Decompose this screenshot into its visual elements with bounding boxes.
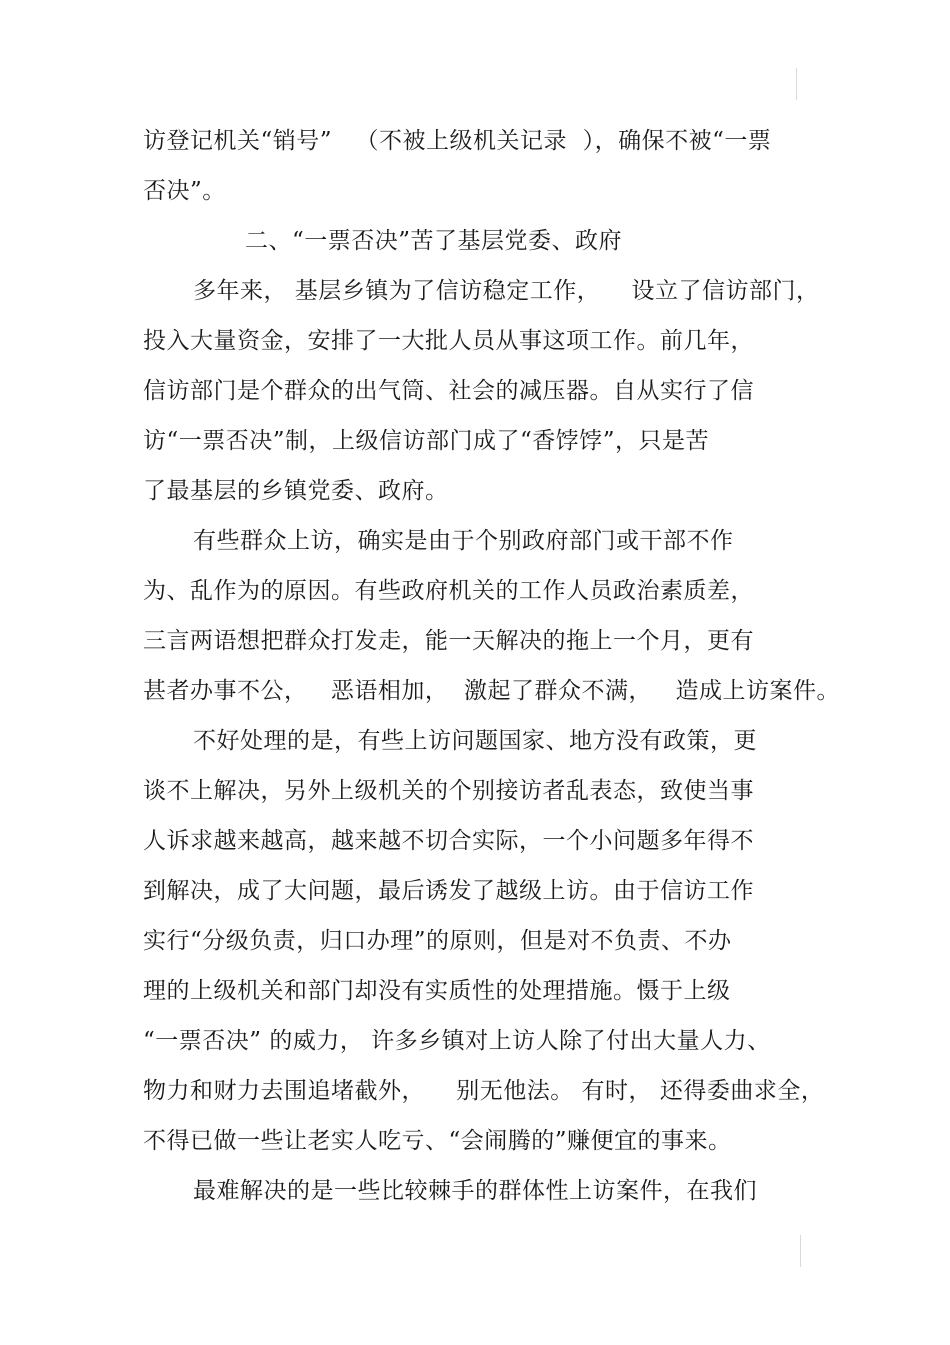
text-line: 物力和财力去围追堵截外， 别无他法。 有时， 还得委曲求全， <box>143 1078 825 1104</box>
text-line: 甚者办事不公， 恶语相加， 激起了群众不满， 造成上访案件。 <box>143 678 840 704</box>
text-line: 访“一票否决”制，上级信访部门成了“香饽饽”，只是苦 <box>143 428 710 454</box>
bottom-right-margin-mark <box>800 1235 801 1267</box>
text-line: 实行“分级负责，归口办理”的原则，但是对不负责、不办 <box>143 928 732 954</box>
text-line: 最难解决的是一些比较棘手的群体性上访案件，在我们 <box>193 1178 757 1204</box>
text-line: 不好处理的是，有些上访问题国家、地方没有政策，更 <box>193 728 757 754</box>
text-line: 多年来， 基层乡镇为了信访稳定工作， 设立了信访部门， <box>193 278 820 304</box>
text-line: 为、乱作为的原因。有些政府机关的工作人员政治素质差， <box>143 578 754 604</box>
text-line: 投入大量资金，安排了一大批人员从事这项工作。前几年， <box>143 328 754 354</box>
top-right-margin-mark <box>796 68 797 100</box>
text-line: 人诉求越来越高，越来越不切合实际，一个小问题多年得不 <box>143 828 754 854</box>
text-line: 否决”。 <box>143 178 226 204</box>
text-line: 理的上级机关和部门却没有实质性的处理措施。慑于上级 <box>143 978 731 1004</box>
text-line: 三言两语想把群众打发走，能一天解决的拖上一个月，更有 <box>143 628 754 654</box>
text-line: 谈不上解决，另外上级机关的个别接访者乱表态，致使当事 <box>143 778 754 804</box>
text-line: 有些群众上访，确实是由于个别政府部门或干部不作 <box>193 528 734 554</box>
text-line: 信访部门是个群众的出气筒、社会的减压器。自从实行了信 <box>143 378 754 404</box>
text-line: “一票否决” 的威力， 许多乡镇对上访人除了付出大量人力、 <box>143 1028 771 1054</box>
text-line: 访登记机关“销号” （不被上级机关记录 ），确保不被“一票 <box>143 128 772 154</box>
section-heading: 二、“一票否决”苦了基层党委、政府 <box>245 228 623 254</box>
text-line: 到解决，成了大问题，最后诱发了越级上访。由于信访工作 <box>143 878 754 904</box>
text-line: 了最基层的乡镇党委、政府。 <box>143 478 449 504</box>
text-line: 不得已做一些让老实人吃亏、“会闹腾的”赚便宜的事来。 <box>143 1128 732 1154</box>
